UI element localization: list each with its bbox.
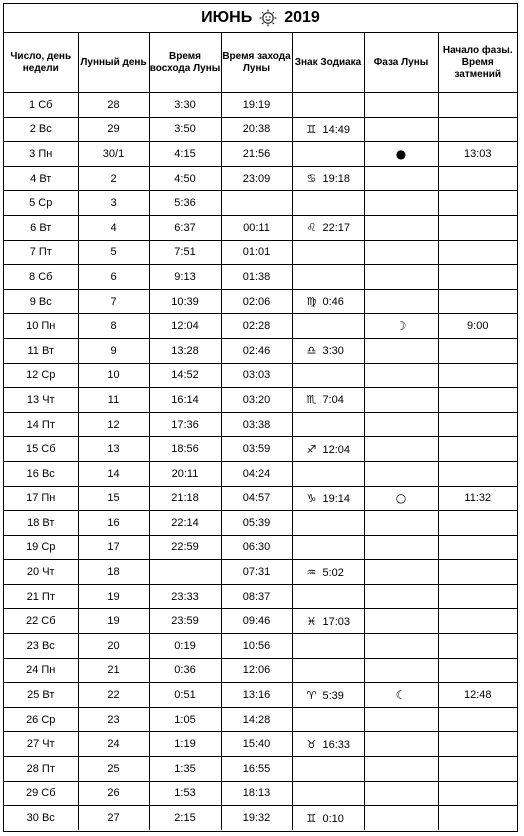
cell-moon-phase — [364, 707, 438, 732]
header-phase: Фаза Луны — [364, 33, 438, 93]
table-row — [4, 363, 517, 388]
table-row — [4, 486, 517, 511]
cell-moonrise: 6:37 — [149, 215, 221, 240]
cell-day: 12 Ср — [4, 363, 78, 388]
zodiac-sign-icon: ♉ — [306, 737, 317, 751]
cell-lunar-day: 22 — [78, 683, 149, 708]
cell-moon-phase — [364, 215, 438, 240]
table-row — [4, 732, 517, 757]
cell-day: 20 Чт — [4, 560, 78, 585]
cell-day: 24 Пн — [4, 658, 78, 683]
cell-moonrise: 3:30 — [149, 93, 221, 118]
cell-moonset: 00:11 — [221, 215, 292, 240]
cell-zodiac — [292, 265, 364, 290]
cell-moonset: 05:39 — [221, 511, 292, 536]
cell-moonset: 03:38 — [221, 412, 292, 437]
table-row — [4, 191, 517, 216]
cell-moonrise: 4:15 — [149, 142, 221, 167]
cell-lunar-day: 4 — [78, 215, 149, 240]
zodiac-sign-icon: ♈ — [306, 688, 317, 702]
table-row — [4, 215, 517, 240]
zodiac-time: 16:33 — [322, 738, 351, 751]
cell-day: 3 Пн — [4, 142, 78, 167]
cell-lunar-day: 28 — [78, 93, 149, 118]
zodiac-sign-icon: ♋ — [306, 172, 317, 186]
cell-moonrise: 16:14 — [149, 388, 221, 413]
cell-moonrise: 23:59 — [149, 609, 221, 634]
table-row — [4, 412, 517, 437]
cell-zodiac — [292, 289, 364, 314]
cell-day: 28 Пт — [4, 757, 78, 782]
cell-zodiac — [292, 511, 364, 536]
cell-phase-start — [438, 117, 517, 142]
cell-moonrise: 1:19 — [149, 732, 221, 757]
cell-zodiac — [292, 535, 364, 560]
cell-moon-phase — [364, 363, 438, 388]
cell-moonrise: 22:14 — [149, 511, 221, 536]
cell-lunar-day: 5 — [78, 240, 149, 265]
table-row — [4, 609, 517, 634]
cell-phase-start — [438, 781, 517, 806]
table-row — [4, 388, 517, 413]
table-row — [4, 265, 517, 290]
cell-moon-phase — [364, 683, 438, 708]
cell-moon-phase — [364, 757, 438, 782]
cell-lunar-day: 16 — [78, 511, 149, 536]
cell-phase-start — [438, 265, 517, 290]
header-moonset: Время захода Луны — [221, 33, 292, 93]
cell-lunar-day: 21 — [78, 658, 149, 683]
table-row — [4, 560, 517, 585]
cell-moonset — [221, 191, 292, 216]
cell-moon-phase — [364, 265, 438, 290]
cell-lunar-day: 13 — [78, 437, 149, 462]
cell-phase-start: 11:32 — [438, 486, 517, 511]
cell-phase-start — [438, 757, 517, 782]
zodiac-time: 19:18 — [322, 173, 351, 186]
cell-zodiac — [292, 338, 364, 363]
cell-moonrise: 2:15 — [149, 806, 221, 830]
cell-lunar-day: 20 — [78, 634, 149, 659]
cell-zodiac — [292, 634, 364, 659]
cell-moonset: 02:46 — [221, 338, 292, 363]
moon-phase-icon: ☾ — [395, 688, 407, 703]
cell-moon-phase — [364, 781, 438, 806]
cell-moon-phase — [364, 289, 438, 314]
cell-lunar-day: 6 — [78, 265, 149, 290]
cell-moonset: 08:37 — [221, 584, 292, 609]
cell-moonrise: 0:51 — [149, 683, 221, 708]
cell-phase-start — [438, 240, 517, 265]
cell-zodiac — [292, 732, 364, 757]
cell-phase-start — [438, 412, 517, 437]
header-phase-start: Начало фазы. Время затмений — [438, 33, 517, 93]
cell-moonrise: 14:52 — [149, 363, 221, 388]
cell-moonset: 02:28 — [221, 314, 292, 339]
cell-moonrise: 20:11 — [149, 461, 221, 486]
cell-lunar-day: 14 — [78, 461, 149, 486]
cell-day: 1 Сб — [4, 93, 78, 118]
table-body — [4, 93, 517, 830]
cell-lunar-day: 8 — [78, 314, 149, 339]
cell-lunar-day: 12 — [78, 412, 149, 437]
cell-day: 8 Сб — [4, 265, 78, 290]
zodiac-time: 14:49 — [322, 123, 351, 136]
cell-zodiac — [292, 142, 364, 167]
cell-moon-phase — [364, 535, 438, 560]
cell-phase-start: 13:03 — [438, 142, 517, 167]
cell-moon-phase — [364, 486, 438, 511]
table-row — [4, 683, 517, 708]
cell-lunar-day: 10 — [78, 363, 149, 388]
table-row — [4, 289, 517, 314]
cell-moonset: 23:09 — [221, 166, 292, 191]
cell-zodiac — [292, 166, 364, 191]
cell-day: 5 Ср — [4, 191, 78, 216]
cell-zodiac — [292, 363, 364, 388]
cell-moonset: 20:38 — [221, 117, 292, 142]
cell-zodiac — [292, 658, 364, 683]
cell-phase-start — [438, 806, 517, 830]
header-zodiac: Знак Зодиака — [292, 33, 364, 93]
zodiac-sign-icon: ♊ — [306, 811, 317, 825]
cell-moonset: 09:46 — [221, 609, 292, 634]
cell-day: 2 Вс — [4, 117, 78, 142]
table-row — [4, 461, 517, 486]
zodiac-time: 19:14 — [322, 492, 351, 505]
cell-phase-start — [438, 166, 517, 191]
cell-lunar-day: 17 — [78, 535, 149, 560]
cell-moon-phase — [364, 732, 438, 757]
cell-moonset: 01:01 — [221, 240, 292, 265]
cell-lunar-day: 29 — [78, 117, 149, 142]
table-row — [4, 535, 517, 560]
cell-moon-phase — [364, 240, 438, 265]
cell-moon-phase — [364, 584, 438, 609]
cell-moonset: 16:55 — [221, 757, 292, 782]
table-row — [4, 240, 517, 265]
cell-zodiac — [292, 707, 364, 732]
cell-moonrise: 13:28 — [149, 338, 221, 363]
cell-moon-phase — [364, 166, 438, 191]
cell-moon-phase — [364, 388, 438, 413]
table-row — [4, 117, 517, 142]
cell-lunar-day: 2 — [78, 166, 149, 191]
cell-day: 23 Вс — [4, 634, 78, 659]
table-row — [4, 781, 517, 806]
header-moonrise: Время восхода Луны — [149, 33, 221, 93]
table-row — [4, 142, 517, 167]
zodiac-sign-icon: ♓ — [306, 614, 317, 628]
cell-zodiac — [292, 757, 364, 782]
cell-phase-start — [438, 535, 517, 560]
cell-lunar-day: 15 — [78, 486, 149, 511]
cell-zodiac — [292, 117, 364, 142]
cell-day: 18 Вт — [4, 511, 78, 536]
zodiac-sign-icon: ♌ — [306, 221, 317, 235]
zodiac-sign-icon: ♎ — [306, 344, 317, 358]
cell-lunar-day: 25 — [78, 757, 149, 782]
cell-day: 4 Вт — [4, 166, 78, 191]
cell-phase-start — [438, 388, 517, 413]
cell-zodiac — [292, 584, 364, 609]
cell-phase-start — [438, 560, 517, 585]
cell-day: 29 Сб — [4, 781, 78, 806]
cell-moonset: 14:28 — [221, 707, 292, 732]
cell-phase-start — [438, 609, 517, 634]
cell-moonset: 03:03 — [221, 363, 292, 388]
zodiac-time: 0:10 — [322, 812, 344, 825]
cell-phase-start — [438, 634, 517, 659]
cell-zodiac — [292, 461, 364, 486]
cell-moonset: 19:19 — [221, 93, 292, 118]
cell-moonrise — [149, 560, 221, 585]
cell-moonset: 06:30 — [221, 535, 292, 560]
cell-phase-start — [438, 215, 517, 240]
cell-day: 6 Вт — [4, 215, 78, 240]
cell-phase-start — [438, 707, 517, 732]
cell-day: 17 Пн — [4, 486, 78, 511]
cell-moonrise: 22:59 — [149, 535, 221, 560]
title-year: 2019 — [284, 9, 320, 26]
cell-moonrise: 23:33 — [149, 584, 221, 609]
cell-lunar-day: 19 — [78, 609, 149, 634]
zodiac-time: 7:04 — [322, 394, 344, 407]
cell-moon-phase — [364, 314, 438, 339]
cell-lunar-day: 24 — [78, 732, 149, 757]
sun-face-icon — [259, 9, 277, 27]
cell-day: 22 Сб — [4, 609, 78, 634]
cell-moonrise: 1:05 — [149, 707, 221, 732]
cell-moon-phase — [364, 658, 438, 683]
cell-phase-start: 9:00 — [438, 314, 517, 339]
cell-lunar-day: 18 — [78, 560, 149, 585]
table-row — [4, 437, 517, 462]
cell-phase-start — [438, 732, 517, 757]
cell-lunar-day: 9 — [78, 338, 149, 363]
header-day: Число, день недели — [4, 33, 78, 93]
cell-phase-start — [438, 437, 517, 462]
table-row — [4, 584, 517, 609]
zodiac-sign-icon: ♏ — [306, 393, 317, 407]
cell-day: 15 Сб — [4, 437, 78, 462]
cell-zodiac — [292, 412, 364, 437]
zodiac-time: 0:46 — [322, 296, 344, 309]
cell-zodiac — [292, 314, 364, 339]
cell-moonrise: 0:36 — [149, 658, 221, 683]
table-header-row — [4, 33, 517, 93]
cell-zodiac — [292, 683, 364, 708]
cell-lunar-day: 27 — [78, 806, 149, 830]
cell-phase-start: 12:48 — [438, 683, 517, 708]
cell-moonrise: 0:19 — [149, 634, 221, 659]
lunar-calendar-page — [3, 3, 518, 832]
zodiac-time: 12:04 — [322, 443, 351, 456]
cell-lunar-day: 19 — [78, 584, 149, 609]
table-row — [4, 658, 517, 683]
cell-moon-phase — [364, 338, 438, 363]
cell-moonset: 15:40 — [221, 732, 292, 757]
cell-moonset: 18:13 — [221, 781, 292, 806]
cell-day: 27 Чт — [4, 732, 78, 757]
cell-day: 19 Ср — [4, 535, 78, 560]
table-row — [4, 314, 517, 339]
cell-moonset: 19:32 — [221, 806, 292, 830]
cell-phase-start — [438, 461, 517, 486]
cell-phase-start — [438, 191, 517, 216]
zodiac-sign-icon: ♐ — [306, 442, 317, 456]
table-row — [4, 634, 517, 659]
cell-moonrise: 1:53 — [149, 781, 221, 806]
cell-zodiac — [292, 93, 364, 118]
cell-phase-start — [438, 338, 517, 363]
table-row — [4, 757, 517, 782]
cell-moon-phase — [364, 437, 438, 462]
cell-moonset: 21:56 — [221, 142, 292, 167]
zodiac-sign-icon: ♊ — [306, 122, 317, 136]
cell-moonrise: 1:35 — [149, 757, 221, 782]
zodiac-time: 5:39 — [322, 689, 344, 702]
cell-moonset: 07:31 — [221, 560, 292, 585]
table-row — [4, 338, 517, 363]
cell-moon-phase — [364, 461, 438, 486]
zodiac-time: 17:03 — [322, 615, 351, 628]
table-row — [4, 806, 517, 830]
cell-phase-start — [438, 658, 517, 683]
cell-moonrise: 9:13 — [149, 265, 221, 290]
cell-moonrise: 3:50 — [149, 117, 221, 142]
cell-zodiac — [292, 781, 364, 806]
cell-day: 14 Пт — [4, 412, 78, 437]
cell-lunar-day: 3 — [78, 191, 149, 216]
cell-zodiac — [292, 215, 364, 240]
cell-zodiac — [292, 388, 364, 413]
zodiac-time: 3:30 — [322, 345, 344, 358]
cell-lunar-day: 11 — [78, 388, 149, 413]
cell-day: 9 Вс — [4, 289, 78, 314]
cell-moonset: 13:16 — [221, 683, 292, 708]
cell-moon-phase — [364, 609, 438, 634]
moon-phase-icon: ☽ — [395, 319, 407, 334]
cell-lunar-day: 7 — [78, 289, 149, 314]
moon-phase-icon: ○ — [395, 491, 407, 506]
cell-zodiac — [292, 806, 364, 830]
cell-day: 13 Чт — [4, 388, 78, 413]
zodiac-sign-icon: ♑ — [306, 491, 317, 505]
cell-moonset: 03:59 — [221, 437, 292, 462]
table-row — [4, 511, 517, 536]
cell-zodiac — [292, 609, 364, 634]
cell-moonrise: 4:50 — [149, 166, 221, 191]
title-month: ИЮНЬ — [201, 9, 253, 26]
cell-lunar-day: 26 — [78, 781, 149, 806]
cell-moon-phase — [364, 511, 438, 536]
cell-moon-phase — [364, 634, 438, 659]
cell-moon-phase — [364, 806, 438, 830]
page-title — [4, 4, 517, 33]
cell-moonset: 10:56 — [221, 634, 292, 659]
cell-moonrise: 10:39 — [149, 289, 221, 314]
cell-zodiac — [292, 191, 364, 216]
table-row — [4, 93, 517, 118]
cell-day: 21 Пт — [4, 584, 78, 609]
cell-zodiac — [292, 560, 364, 585]
cell-moon-phase — [364, 560, 438, 585]
cell-moonrise: 17:36 — [149, 412, 221, 437]
cell-moon-phase — [364, 191, 438, 216]
cell-phase-start — [438, 363, 517, 388]
zodiac-time: 22:17 — [322, 222, 351, 235]
table-row — [4, 707, 517, 732]
cell-moonset: 03:20 — [221, 388, 292, 413]
moon-phase-icon: ● — [395, 146, 407, 161]
cell-moonset: 01:38 — [221, 265, 292, 290]
cell-moon-phase — [364, 142, 438, 167]
zodiac-time: 5:02 — [322, 566, 344, 579]
cell-moonset: 04:57 — [221, 486, 292, 511]
header-lunar-day: Лунный день — [78, 33, 149, 93]
cell-day: 11 Вт — [4, 338, 78, 363]
cell-zodiac — [292, 240, 364, 265]
cell-day: 25 Вт — [4, 683, 78, 708]
cell-moonset: 12:06 — [221, 658, 292, 683]
cell-moonrise: 5:36 — [149, 191, 221, 216]
cell-day: 10 Пн — [4, 314, 78, 339]
cell-zodiac — [292, 486, 364, 511]
cell-phase-start — [438, 511, 517, 536]
cell-phase-start — [438, 93, 517, 118]
cell-moonset: 02:06 — [221, 289, 292, 314]
cell-moonrise: 7:51 — [149, 240, 221, 265]
cell-moonset: 04:24 — [221, 461, 292, 486]
cell-day: 7 Пт — [4, 240, 78, 265]
cell-moonrise: 21:18 — [149, 486, 221, 511]
zodiac-sign-icon: ♒ — [306, 565, 317, 579]
cell-moon-phase — [364, 117, 438, 142]
table-row — [4, 166, 517, 191]
cell-phase-start — [438, 584, 517, 609]
cell-day: 16 Вс — [4, 461, 78, 486]
cell-moonrise: 18:56 — [149, 437, 221, 462]
cell-lunar-day: 23 — [78, 707, 149, 732]
cell-day: 26 Ср — [4, 707, 78, 732]
cell-zodiac — [292, 437, 364, 462]
cell-lunar-day: 30/1 — [78, 142, 149, 167]
lunar-calendar-table — [4, 33, 517, 830]
cell-moonrise: 12:04 — [149, 314, 221, 339]
cell-day: 30 Вс — [4, 806, 78, 830]
cell-phase-start — [438, 289, 517, 314]
cell-moon-phase — [364, 412, 438, 437]
zodiac-sign-icon: ♍ — [306, 295, 317, 309]
cell-moon-phase — [364, 93, 438, 118]
